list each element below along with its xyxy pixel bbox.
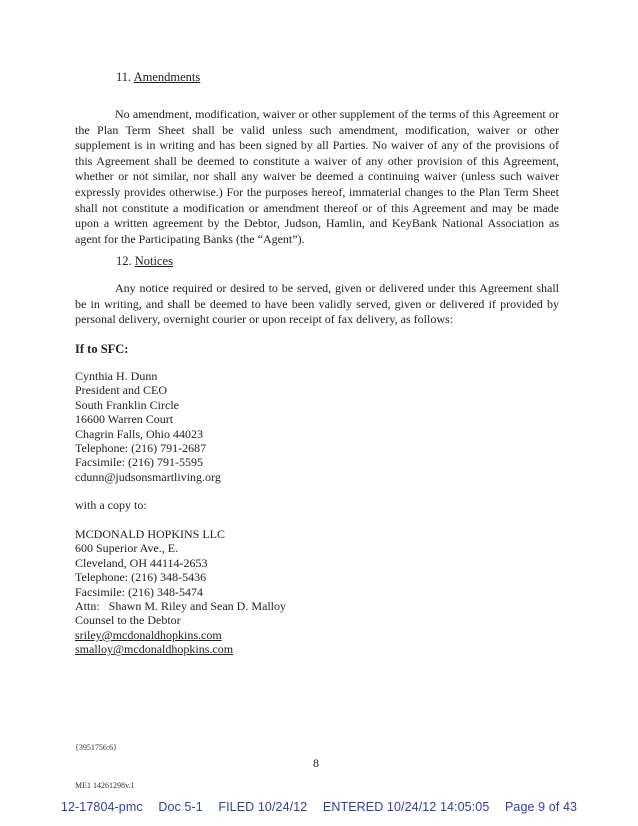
sfc-name: Cynthia H. Dunn — [75, 369, 158, 383]
stamp-page: Page 9 of 43 — [504, 800, 578, 814]
section-12-text: Any notice required or desired to be served, given or delivered under this Agreement shall be in writing, and shall be deemed to have been validly served, given or delivered if provided by personal delivery, overnight courier or upon receipt of fax delivery, as follows: — [75, 281, 559, 327]
stamp-doc: Doc 5-1 — [158, 800, 203, 814]
mcdonald-address-block — [75, 527, 286, 657]
section-11-heading — [116, 70, 200, 85]
firm-attn: Attn: Shawn M. Riley and Sean D. Malloy — [75, 599, 286, 614]
firm-city: Cleveland, OH 44114-2653 — [75, 555, 208, 570]
sfc-org: South Franklin Circle — [75, 397, 179, 412]
sfc-facsimile: Facsimile: (216) 791-5595 — [75, 455, 203, 470]
sfc-telephone: Telephone: (216) 791-2687 — [75, 441, 207, 456]
section-11-body — [75, 107, 559, 247]
court-filing-stamp — [0, 800, 638, 814]
stamp-filed: FILED 10/24/12 — [218, 800, 308, 814]
sfc-street: 16600 Warren Court — [75, 412, 174, 427]
firm-telephone: Telephone: (216) 348-5436 — [75, 570, 207, 585]
section-11-text: No amendment, modification, waiver or other supplement of the terms of this Agreement or the Plan Term Sheet shall be valid unless such amendment, modification, waiver or other supplement is in writing and has been signed by all Parties. No waiver of any of the provisions of this Agreement shall be deemed to constitute a waiver of any other provision of this Agreement, whether or not similar, nor shall any waiver be deemed a continuing waiver (unless such waiver expressly provides otherwise.) For the purposes hereof, immaterial changes to the Plan Term Sheet shall not constitute a modification or amendment thereof or of this Agreement and may be made upon a written agreement by the Debtor, Judson, Hamlin, and KeyBank National Association as agent for the Participating Banks (the “Agent”). — [75, 107, 559, 246]
firm-role: Counsel to the Debtor — [75, 613, 181, 628]
me-id: ME1 14261298v.1 — [75, 781, 135, 790]
sfc-title: President and CEO — [75, 383, 167, 398]
doc-id: {3951756:6} — [75, 743, 117, 752]
stamp-case: 12-17804-pmc — [60, 800, 143, 814]
sfc-heading: If to SFC: — [75, 342, 129, 356]
section-12-title: Notices — [134, 254, 173, 268]
section-12-number: 12. — [116, 254, 132, 268]
copy-intro: with a copy to: — [75, 498, 147, 512]
sfc-address-block — [75, 369, 221, 484]
section-12-body — [75, 281, 559, 328]
page-number: 8 — [313, 756, 319, 770]
email-link-sriley[interactable]: sriley@mcdonaldhopkins.com — [75, 627, 222, 642]
sfc-email: cdunn@judsonsmartliving.org — [75, 469, 221, 484]
stamp-entered: ENTERED 10/24/12 14:05:05 — [322, 800, 490, 814]
firm-street: 600 Superior Ave., E. — [75, 541, 179, 556]
section-11-number: 11. — [116, 70, 132, 84]
section-12-heading — [116, 254, 173, 269]
section-11-title: Amendments — [133, 70, 201, 84]
firm-facsimile: Facsimile: (216) 348-5474 — [75, 584, 203, 599]
email-link-smalloy[interactable]: smalloy@mcdonaldhopkins.com — [75, 642, 234, 657]
sfc-city: Chagrin Falls, Ohio 44023 — [75, 426, 203, 441]
firm-name: MCDONALD HOPKINS LLC — [75, 527, 226, 541]
